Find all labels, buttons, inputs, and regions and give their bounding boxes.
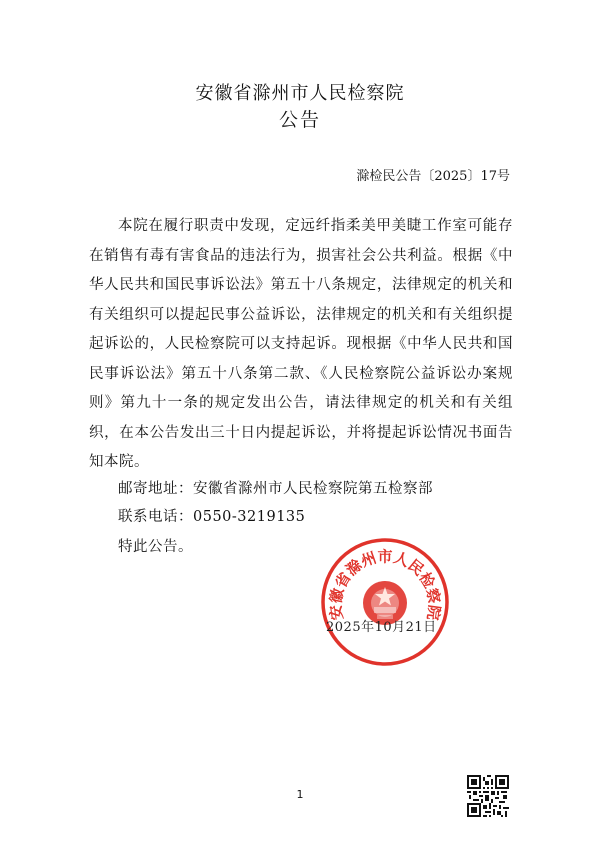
- issue-date: 2025年10月21日: [326, 620, 437, 635]
- document-title: 公告: [278, 109, 321, 131]
- document-number: 滁检民公告〔2025〕17号: [356, 169, 510, 184]
- organization-title: 安徽省滁州市人民检察院: [195, 83, 405, 104]
- contact-phone: 联系电话：0550-3219135: [118, 509, 306, 525]
- mailing-address: 邮寄地址：安徽省滁州市人民检察院第五检察部: [118, 481, 433, 497]
- official-seal: [320, 537, 450, 667]
- closing-text: 特此公告。: [118, 539, 193, 555]
- seal-text: 安徽省滁州市人民检察院: [326, 547, 444, 622]
- qr-code-icon: [467, 775, 509, 817]
- body-paragraph: 本院在履行职责中发现，定远纤指柔美甲美睫工作室可能存在销售有毒有害食品的违法行为，损害社会公共利益。根据《中华人民共和国民事诉讼法》第五十八条规定，法律规定的机关和有关组织可以提起民事公益诉讼，法律规定的机关和有关组织提起诉讼的，人民检察院可以支持起诉。现根据《中华人民共和国民事诉讼法》第五十八条第二款、《人民检察院公益诉讼办案规则》第九十一条的规定发出公告，请法律规定的机关和有关组织，在本公告发出三十日内提起诉讼，并将提起诉讼情况书面告知本院。: [89, 218, 513, 470]
- page-number: 1: [296, 788, 304, 801]
